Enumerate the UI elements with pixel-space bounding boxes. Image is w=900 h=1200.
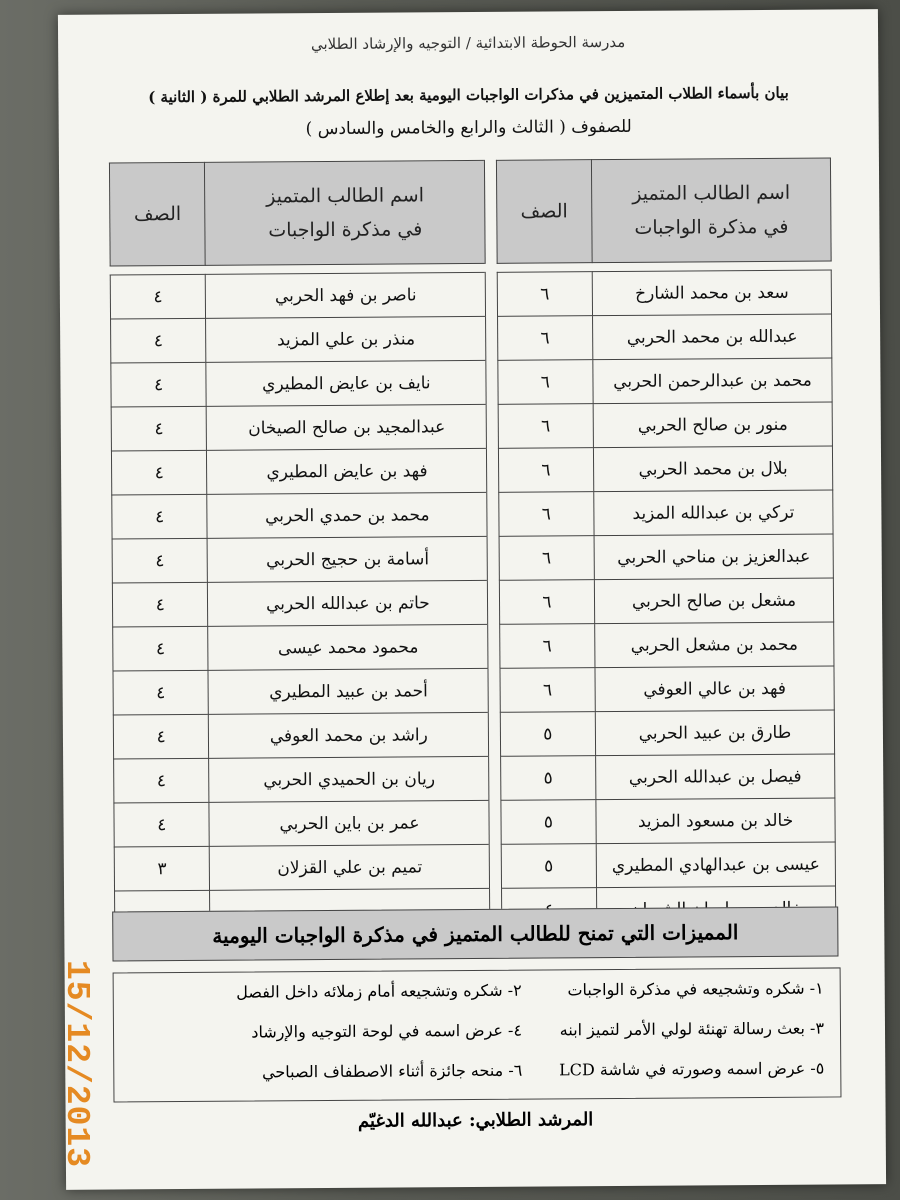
column-gap <box>489 756 501 800</box>
school-header: مدرسة الحوطة الابتدائية / التوجيه والإرشاد الطلابي <box>310 32 626 54</box>
student-grade-left: ٤ <box>114 802 210 847</box>
student-name-right: فهد بن عالي العوفي <box>595 666 834 712</box>
student-name-left: تميم بن علي القزلان <box>210 844 490 890</box>
student-name-right: عبدالعزيز بن مناحي الحربي <box>594 534 833 580</box>
column-gap <box>489 800 501 844</box>
student-name-right: بلال بن محمد الحربي <box>593 446 832 492</box>
student-name-right: فيصل بن عبدالله الحربي <box>596 754 835 800</box>
table-row <box>114 754 835 803</box>
table-row <box>112 578 833 627</box>
table-row <box>111 314 832 363</box>
student-name-left: ريان بن الحميدي الحربي <box>209 756 489 802</box>
column-gap <box>486 272 498 316</box>
table-row <box>113 622 834 671</box>
student-name-left: عمر بن باين الحربي <box>209 800 489 846</box>
student-grade-right: ٦ <box>499 536 595 581</box>
document-subtitle: للصفوف ( الثالث والرابع والخامس والسادس ) <box>305 116 632 140</box>
column-gap <box>488 668 500 712</box>
student-grade-left: ٤ <box>114 758 210 803</box>
table-header-row <box>109 158 831 266</box>
student-grade-right: ٦ <box>498 404 594 449</box>
column-gap <box>487 448 499 492</box>
student-grade-left: ٤ <box>111 450 207 495</box>
feature-item: ١- شكره وتشجيعه في مذكرة الواجبات <box>567 978 824 1000</box>
student-grade-left: ٤ <box>111 362 207 407</box>
student-grade-right: ٥ <box>501 800 597 845</box>
counselor-signature: المرشد الطلابي: عبدالله الدغيّم <box>357 1109 594 1132</box>
column-gap <box>486 360 498 404</box>
column-gap <box>487 536 499 580</box>
student-name-left: نايف بن عايض المطيري <box>206 360 486 406</box>
column-gap <box>487 492 499 536</box>
date-stamp: 15/12/2013 <box>58 960 95 1169</box>
student-name-left: منذر بن علي المزيد <box>206 316 486 362</box>
student-name-right: منور بن صالح الحربي <box>593 402 832 448</box>
student-name-left: عبدالمجيد بن صالح الصيخان <box>207 404 487 450</box>
student-grade-right: ٦ <box>499 580 595 625</box>
table-row <box>112 534 833 583</box>
table-row <box>113 710 834 759</box>
table-row <box>110 270 831 319</box>
column-gap <box>489 712 501 756</box>
student-grade-right: ٦ <box>498 448 594 493</box>
student-grade-right: ٦ <box>497 272 593 317</box>
feature-item: ٤- عرض اسمه في لوحة التوجيه والإرشاد <box>251 1020 523 1042</box>
student-grade-right: ٦ <box>498 492 594 537</box>
feature-item: ٦- منحه جائزة أثناء الاصطفاف الصباحي <box>261 1060 523 1082</box>
document-title: بيان بأسماء الطلاب المتميزين في مذكرات الواجبات اليومية بعد إطلاع المرشد الطلابي للمرة ( الثانية ) <box>148 83 789 107</box>
student-grade-right: ٦ <box>497 316 593 361</box>
student-name-left: أحمد بن عبيد المطيري <box>208 668 488 714</box>
student-name-right: طارق بن عبيد الحربي <box>595 710 834 756</box>
student-grade-left: ٣ <box>114 846 210 891</box>
student-grade-right: ٥ <box>501 844 597 889</box>
column-gap <box>488 580 500 624</box>
student-name-right: محمد بن عبدالرحمن الحربي <box>593 358 832 404</box>
features-box <box>113 967 842 1102</box>
column-gap <box>486 316 498 360</box>
student-grade-right: ٦ <box>500 668 596 713</box>
student-grade-right: ٥ <box>500 712 596 757</box>
student-grade-left: ٤ <box>111 406 207 451</box>
header-grade-left: الصف <box>109 162 205 266</box>
table-row <box>111 446 832 495</box>
document-page <box>58 9 886 1190</box>
student-name-left: أسامة بن حجيج الحربي <box>207 536 487 582</box>
feature-item: ٢- شكره وتشجيعه أمام زملائه داخل الفصل <box>236 980 522 1002</box>
students-table <box>109 157 836 935</box>
header-name-left: اسم الطالب المتميز في مذكرة الواجبات <box>205 160 486 265</box>
student-grade-left: ٤ <box>113 626 209 671</box>
table-row <box>113 666 834 715</box>
student-name-right: خالد بن مسعود المزيد <box>596 798 835 844</box>
student-name-right: مشعل بن صالح الحربي <box>594 578 833 624</box>
table-row <box>111 402 832 451</box>
student-grade-right: ٦ <box>498 360 594 405</box>
features-heading: المميزات التي تمنح للطالب المتميز في مذكرة الواجبات اليومية <box>112 906 838 961</box>
header-name-right: اسم الطالب المتميز في مذكرة الواجبات <box>591 158 831 263</box>
student-grade-right: ٦ <box>499 624 595 669</box>
student-name-left: ناصر بن فهد الحربي <box>206 272 486 318</box>
student-name-right: عبدالله بن محمد الحربي <box>593 314 832 360</box>
student-name-right: سعد بن محمد الشارخ <box>592 270 831 316</box>
student-name-left: فهد بن عايض المطيري <box>207 448 487 494</box>
student-grade-right: ٥ <box>500 756 596 801</box>
student-name-right: تركي بن عبدالله المزيد <box>594 490 833 536</box>
column-gap <box>488 624 500 668</box>
student-name-left: محمود محمد عيسى <box>208 624 488 670</box>
student-name-right: عيسى بن عبدالهادي المطيري <box>596 842 835 888</box>
student-grade-left: ٤ <box>112 582 208 627</box>
student-grade-left: ٤ <box>112 538 208 583</box>
feature-item: ٣- بعث رسالة تهنئة لولي الأمر لتميز ابنه <box>559 1018 825 1040</box>
student-name-left: محمد بن حمدي الحربي <box>207 492 487 538</box>
header-grade-right: الصف <box>496 160 592 264</box>
column-gap <box>490 844 502 888</box>
student-name-left: حاتم بن عبدالله الحربي <box>208 580 488 626</box>
student-grade-left: ٤ <box>112 494 208 539</box>
student-grade-left: ٤ <box>113 714 209 759</box>
table-row <box>114 842 835 891</box>
table-row <box>112 490 833 539</box>
student-grade-left: ٤ <box>113 670 209 715</box>
student-grade-left: ٤ <box>111 318 207 363</box>
student-name-right: محمد بن مشعل الحربي <box>595 622 834 668</box>
table-row <box>111 358 832 407</box>
column-gap <box>485 160 497 263</box>
student-name-left: راشد بن محمد العوفي <box>209 712 489 758</box>
column-gap <box>487 404 499 448</box>
table-row <box>114 798 835 847</box>
student-grade-left: ٤ <box>110 274 206 319</box>
feature-item: ٥- عرض اسمه وصورته في شاشة LCD <box>559 1058 825 1080</box>
